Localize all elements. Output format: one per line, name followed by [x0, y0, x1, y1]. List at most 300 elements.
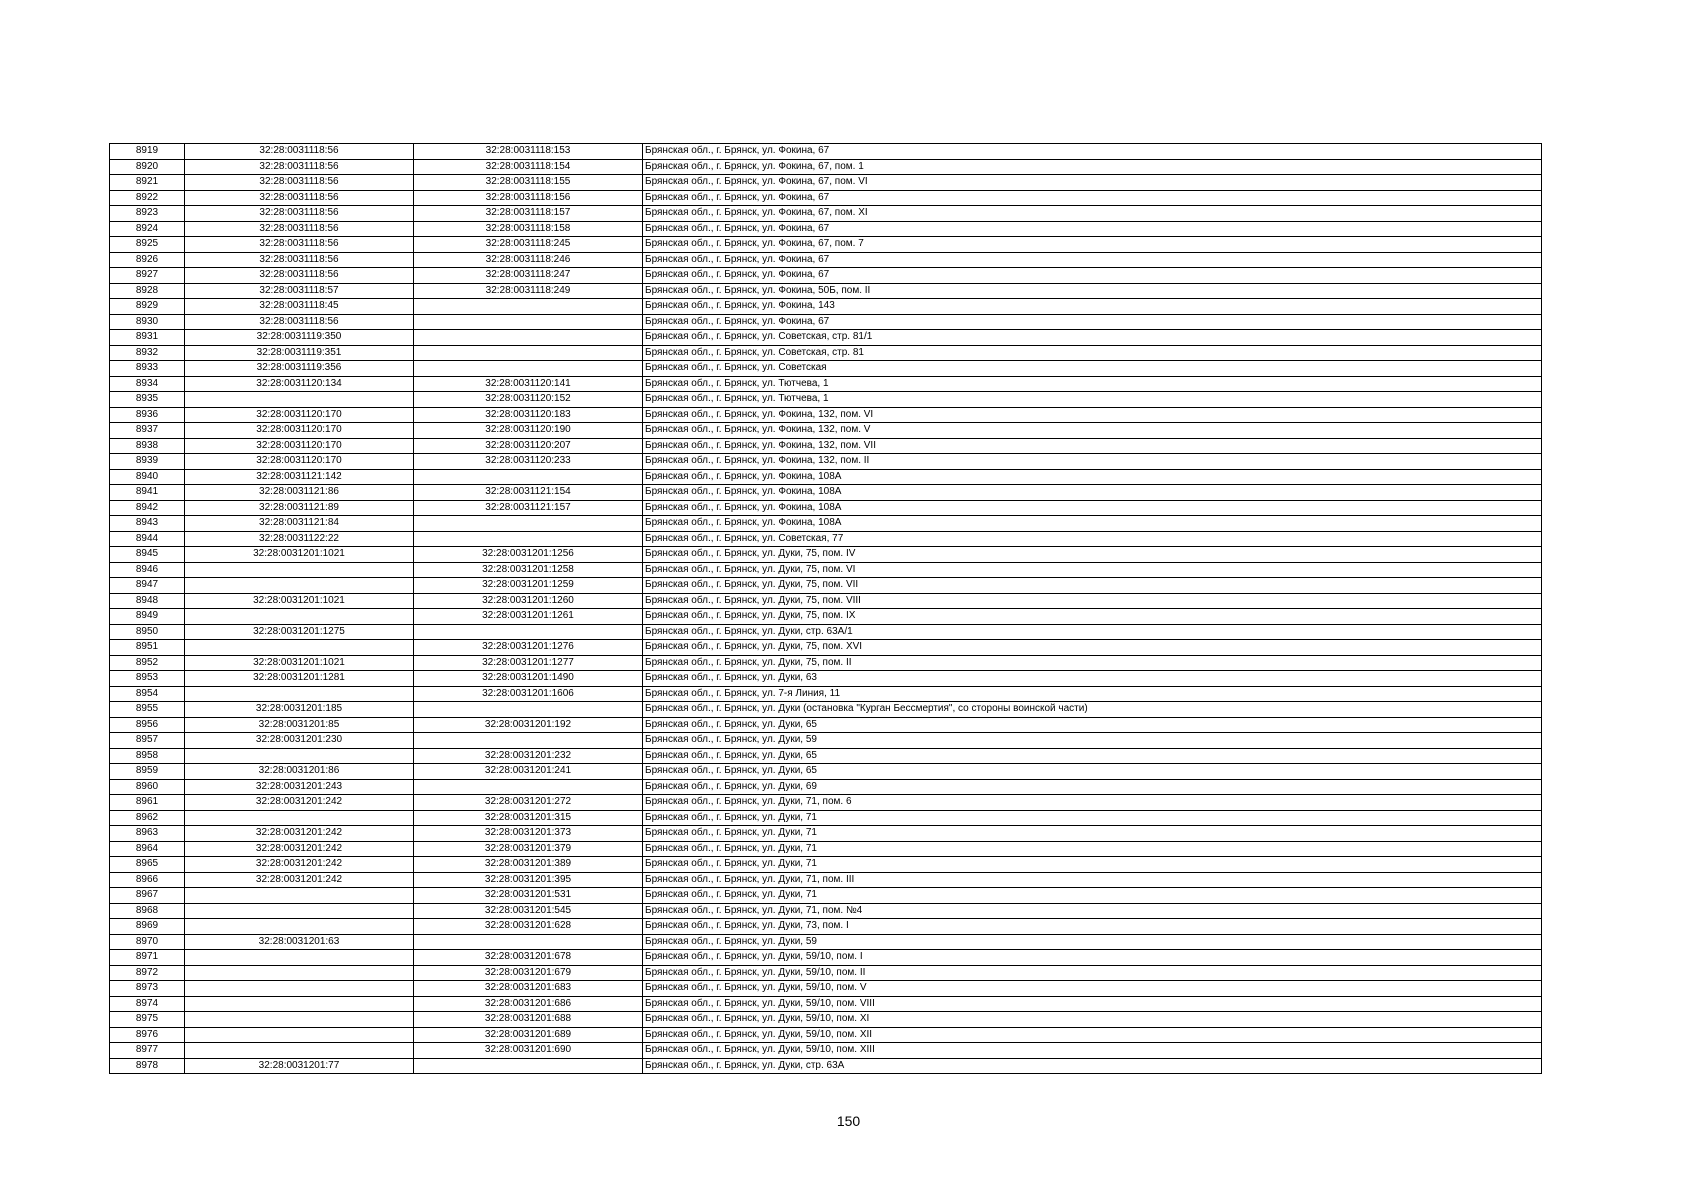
- table-row: [110, 407, 1542, 423]
- address-cell: Брянская обл., г. Брянск, ул. Фокина, 108А: [643, 500, 1542, 516]
- address-cell: Брянская обл., г. Брянск, ул. Дуки, 75, пом. VII: [643, 578, 1542, 594]
- quarter-cadastral-number-cell: 32:28:0031120:134: [185, 376, 414, 392]
- address-cell: Брянская обл., г. Брянск, ул. Дуки, 75, пом. VIII: [643, 593, 1542, 609]
- table-row: [110, 314, 1542, 330]
- quarter-cadastral-number-cell: 32:28:0031201:1021: [185, 655, 414, 671]
- table-row: [110, 655, 1542, 671]
- quarter-cadastral-number-cell: 32:28:0031201:230: [185, 733, 414, 749]
- address-cell: Брянская обл., г. Брянск, ул. Дуки, 59/10, пом. VIII: [643, 996, 1542, 1012]
- object-cadastral-number-cell: 32:28:0031201:545: [414, 903, 643, 919]
- table-row: [110, 795, 1542, 811]
- address-cell: Брянская обл., г. Брянск, ул. Фокина, 50Б, пом. II: [643, 283, 1542, 299]
- table-row: [110, 330, 1542, 346]
- address-cell: Брянская обл., г. Брянск, ул. Дуки, 59/10, пом. I: [643, 950, 1542, 966]
- address-cell: Брянская обл., г. Брянск, ул. Фокина, 67, пом. XI: [643, 206, 1542, 222]
- address-cell: Брянская обл., г. Брянск, ул. Дуки, 71, пом. №4: [643, 903, 1542, 919]
- row-number-cell: 8953: [110, 671, 185, 687]
- quarter-cadastral-number-cell: 32:28:0031201:1021: [185, 593, 414, 609]
- row-number-cell: 8975: [110, 1012, 185, 1028]
- quarter-cadastral-number-cell: 32:28:0031120:170: [185, 438, 414, 454]
- object-cadastral-number-cell: [414, 361, 643, 377]
- table-row: [110, 190, 1542, 206]
- address-cell: Брянская обл., г. Брянск, ул. Дуки, 71: [643, 888, 1542, 904]
- address-cell: Брянская обл., г. Брянск, ул. Тютчева, 1: [643, 392, 1542, 408]
- object-cadastral-number-cell: 32:28:0031201:373: [414, 826, 643, 842]
- quarter-cadastral-number-cell: 32:28:0031121:86: [185, 485, 414, 501]
- table-row: [110, 562, 1542, 578]
- row-number-cell: 8943: [110, 516, 185, 532]
- table-row: [110, 438, 1542, 454]
- table-row: [110, 175, 1542, 191]
- quarter-cadastral-number-cell: [185, 903, 414, 919]
- object-cadastral-number-cell: 32:28:0031201:315: [414, 810, 643, 826]
- object-cadastral-number-cell: [414, 779, 643, 795]
- object-cadastral-number-cell: 32:28:0031201:272: [414, 795, 643, 811]
- table-row: [110, 593, 1542, 609]
- object-cadastral-number-cell: 32:28:0031201:192: [414, 717, 643, 733]
- row-number-cell: 8954: [110, 686, 185, 702]
- quarter-cadastral-number-cell: 32:28:0031118:45: [185, 299, 414, 315]
- row-number-cell: 8964: [110, 841, 185, 857]
- quarter-cadastral-number-cell: 32:28:0031118:56: [185, 268, 414, 284]
- object-cadastral-number-cell: 32:28:0031201:1261: [414, 609, 643, 625]
- table-row: [110, 888, 1542, 904]
- quarter-cadastral-number-cell: 32:28:0031201:1281: [185, 671, 414, 687]
- quarter-cadastral-number-cell: [185, 578, 414, 594]
- address-cell: Брянская обл., г. Брянск, ул. Фокина, 67, пом. VI: [643, 175, 1542, 191]
- table-row: [110, 206, 1542, 222]
- row-number-cell: 8958: [110, 748, 185, 764]
- quarter-cadastral-number-cell: [185, 810, 414, 826]
- address-cell: Брянская обл., г. Брянск, ул. Дуки, 75, пом. IX: [643, 609, 1542, 625]
- row-number-cell: 8928: [110, 283, 185, 299]
- object-cadastral-number-cell: 32:28:0031201:1606: [414, 686, 643, 702]
- object-cadastral-number-cell: 32:28:0031201:679: [414, 965, 643, 981]
- table-row: [110, 826, 1542, 842]
- row-number-cell: 8936: [110, 407, 185, 423]
- row-number-cell: 8970: [110, 934, 185, 950]
- row-number-cell: 8937: [110, 423, 185, 439]
- table-row: [110, 221, 1542, 237]
- quarter-cadastral-number-cell: [185, 748, 414, 764]
- address-cell: Брянская обл., г. Брянск, ул. Фокина, 67: [643, 221, 1542, 237]
- address-cell: Брянская обл., г. Брянск, ул. Дуки, 73, пом. I: [643, 919, 1542, 935]
- table-row: [110, 299, 1542, 315]
- row-number-cell: 8923: [110, 206, 185, 222]
- table-row: [110, 423, 1542, 439]
- quarter-cadastral-number-cell: 32:28:0031120:170: [185, 454, 414, 470]
- address-cell: Брянская обл., г. Брянск, ул. Дуки, 65: [643, 764, 1542, 780]
- table-row: [110, 671, 1542, 687]
- table-row: [110, 624, 1542, 640]
- object-cadastral-number-cell: 32:28:0031201:232: [414, 748, 643, 764]
- object-cadastral-number-cell: 32:28:0031120:207: [414, 438, 643, 454]
- row-number-cell: 8976: [110, 1027, 185, 1043]
- quarter-cadastral-number-cell: [185, 981, 414, 997]
- table-row: [110, 950, 1542, 966]
- quarter-cadastral-number-cell: 32:28:0031201:77: [185, 1058, 414, 1074]
- quarter-cadastral-number-cell: 32:28:0031201:243: [185, 779, 414, 795]
- table-row: [110, 268, 1542, 284]
- object-cadastral-number-cell: 32:28:0031201:389: [414, 857, 643, 873]
- table-row: [110, 965, 1542, 981]
- quarter-cadastral-number-cell: 32:28:0031118:56: [185, 190, 414, 206]
- row-number-cell: 8922: [110, 190, 185, 206]
- address-cell: Брянская обл., г. Брянск, ул. Фокина, 67: [643, 252, 1542, 268]
- quarter-cadastral-number-cell: [185, 888, 414, 904]
- row-number-cell: 8967: [110, 888, 185, 904]
- object-cadastral-number-cell: 32:28:0031201:531: [414, 888, 643, 904]
- table-row: [110, 547, 1542, 563]
- table-row: [110, 733, 1542, 749]
- table-row: [110, 764, 1542, 780]
- address-cell: Брянская обл., г. Брянск, ул. Дуки, 75, пом. XVI: [643, 640, 1542, 656]
- object-cadastral-number-cell: 32:28:0031201:690: [414, 1043, 643, 1059]
- object-cadastral-number-cell: 32:28:0031118:158: [414, 221, 643, 237]
- address-cell: Брянская обл., г. Брянск, ул. Дуки, 75, пом. II: [643, 655, 1542, 671]
- row-number-cell: 8924: [110, 221, 185, 237]
- object-cadastral-number-cell: [414, 702, 643, 718]
- quarter-cadastral-number-cell: 32:28:0031201:63: [185, 934, 414, 950]
- quarter-cadastral-number-cell: 32:28:0031122:22: [185, 531, 414, 547]
- address-cell: Брянская обл., г. Брянск, ул. Советская, стр. 81: [643, 345, 1542, 361]
- address-cell: Брянская обл., г. Брянск, ул. Фокина, 108А: [643, 469, 1542, 485]
- row-number-cell: 8949: [110, 609, 185, 625]
- table-row: [110, 516, 1542, 532]
- address-cell: Брянская обл., г. Брянск, ул. Фокина, 108А: [643, 485, 1542, 501]
- quarter-cadastral-number-cell: [185, 686, 414, 702]
- address-cell: Брянская обл., г. Брянск, ул. Дуки, 59: [643, 934, 1542, 950]
- row-number-cell: 8940: [110, 469, 185, 485]
- quarter-cadastral-number-cell: 32:28:0031119:351: [185, 345, 414, 361]
- table-row: [110, 857, 1542, 873]
- object-cadastral-number-cell: 32:28:0031201:1258: [414, 562, 643, 578]
- address-cell: Брянская обл., г. Брянск, ул. Дуки, 75, пом. VI: [643, 562, 1542, 578]
- table-row: [110, 1027, 1542, 1043]
- quarter-cadastral-number-cell: 32:28:0031118:57: [185, 283, 414, 299]
- address-cell: Брянская обл., г. Брянск, ул. Фокина, 132, пом. II: [643, 454, 1542, 470]
- object-cadastral-number-cell: 32:28:0031201:686: [414, 996, 643, 1012]
- object-cadastral-number-cell: [414, 531, 643, 547]
- address-cell: Брянская обл., г. Брянск, ул. Советская: [643, 361, 1542, 377]
- row-number-cell: 8950: [110, 624, 185, 640]
- table-row: [110, 609, 1542, 625]
- object-cadastral-number-cell: [414, 314, 643, 330]
- quarter-cadastral-number-cell: [185, 965, 414, 981]
- table-row: [110, 252, 1542, 268]
- object-cadastral-number-cell: 32:28:0031201:1259: [414, 578, 643, 594]
- address-cell: Брянская обл., г. Брянск, ул. Дуки, 71: [643, 857, 1542, 873]
- quarter-cadastral-number-cell: 32:28:0031119:350: [185, 330, 414, 346]
- table-row: [110, 981, 1542, 997]
- object-cadastral-number-cell: 32:28:0031118:249: [414, 283, 643, 299]
- object-cadastral-number-cell: 32:28:0031201:1260: [414, 593, 643, 609]
- object-cadastral-number-cell: 32:28:0031120:141: [414, 376, 643, 392]
- row-number-cell: 8974: [110, 996, 185, 1012]
- quarter-cadastral-number-cell: 32:28:0031118:56: [185, 175, 414, 191]
- address-cell: Брянская обл., г. Брянск, ул. Фокина, 143: [643, 299, 1542, 315]
- quarter-cadastral-number-cell: 32:28:0031118:56: [185, 252, 414, 268]
- row-number-cell: 8931: [110, 330, 185, 346]
- row-number-cell: 8952: [110, 655, 185, 671]
- quarter-cadastral-number-cell: 32:28:0031201:242: [185, 826, 414, 842]
- quarter-cadastral-number-cell: 32:28:0031201:242: [185, 857, 414, 873]
- page-number: 150: [836, 1113, 861, 1129]
- object-cadastral-number-cell: 32:28:0031120:152: [414, 392, 643, 408]
- address-cell: Брянская обл., г. Брянск, ул. Дуки, 65: [643, 748, 1542, 764]
- registry-table: [109, 143, 1542, 1074]
- address-cell: Брянская обл., г. Брянск, ул. Фокина, 67: [643, 268, 1542, 284]
- table-row: [110, 237, 1542, 253]
- quarter-cadastral-number-cell: 32:28:0031201:1275: [185, 624, 414, 640]
- row-number-cell: 8930: [110, 314, 185, 330]
- object-cadastral-number-cell: 32:28:0031201:688: [414, 1012, 643, 1028]
- quarter-cadastral-number-cell: [185, 392, 414, 408]
- address-cell: Брянская обл., г. Брянск, ул. Дуки, 59: [643, 733, 1542, 749]
- object-cadastral-number-cell: 32:28:0031118:157: [414, 206, 643, 222]
- address-cell: Брянская обл., г. Брянск, ул. 7-я Линия, 11: [643, 686, 1542, 702]
- address-cell: Брянская обл., г. Брянск, ул. Дуки, 71, пом. 6: [643, 795, 1542, 811]
- table-row: [110, 903, 1542, 919]
- object-cadastral-number-cell: [414, 299, 643, 315]
- table-row: [110, 934, 1542, 950]
- object-cadastral-number-cell: 32:28:0031118:153: [414, 144, 643, 160]
- table-row: [110, 376, 1542, 392]
- row-number-cell: 8920: [110, 159, 185, 175]
- quarter-cadastral-number-cell: 32:28:0031118:56: [185, 221, 414, 237]
- table-row: [110, 531, 1542, 547]
- object-cadastral-number-cell: [414, 330, 643, 346]
- object-cadastral-number-cell: 32:28:0031120:183: [414, 407, 643, 423]
- quarter-cadastral-number-cell: 32:28:0031201:1021: [185, 547, 414, 563]
- row-number-cell: 8968: [110, 903, 185, 919]
- row-number-cell: 8973: [110, 981, 185, 997]
- object-cadastral-number-cell: 32:28:0031118:247: [414, 268, 643, 284]
- row-number-cell: 8951: [110, 640, 185, 656]
- row-number-cell: 8956: [110, 717, 185, 733]
- row-number-cell: 8955: [110, 702, 185, 718]
- address-cell: Брянская обл., г. Брянск, ул. Дуки, стр. 63А/1: [643, 624, 1542, 640]
- table-row: [110, 500, 1542, 516]
- quarter-cadastral-number-cell: [185, 562, 414, 578]
- table-row: [110, 919, 1542, 935]
- address-cell: Брянская обл., г. Брянск, ул. Фокина, 132, пом. VII: [643, 438, 1542, 454]
- address-cell: Брянская обл., г. Брянск, ул. Дуки, 59/10, пом. XIII: [643, 1043, 1542, 1059]
- object-cadastral-number-cell: 32:28:0031118:246: [414, 252, 643, 268]
- address-cell: Брянская обл., г. Брянск, ул. Дуки, 71: [643, 810, 1542, 826]
- object-cadastral-number-cell: [414, 516, 643, 532]
- address-cell: Брянская обл., г. Брянск, ул. Дуки, 59/10, пом. II: [643, 965, 1542, 981]
- address-cell: Брянская обл., г. Брянск, ул. Дуки, 65: [643, 717, 1542, 733]
- row-number-cell: 8933: [110, 361, 185, 377]
- object-cadastral-number-cell: [414, 934, 643, 950]
- row-number-cell: 8963: [110, 826, 185, 842]
- object-cadastral-number-cell: 32:28:0031118:155: [414, 175, 643, 191]
- object-cadastral-number-cell: 32:28:0031201:241: [414, 764, 643, 780]
- row-number-cell: 8962: [110, 810, 185, 826]
- object-cadastral-number-cell: 32:28:0031118:154: [414, 159, 643, 175]
- object-cadastral-number-cell: 32:28:0031201:1277: [414, 655, 643, 671]
- row-number-cell: 8977: [110, 1043, 185, 1059]
- table-row: [110, 717, 1542, 733]
- address-cell: Брянская обл., г. Брянск, ул. Дуки, 59/10, пом. XII: [643, 1027, 1542, 1043]
- quarter-cadastral-number-cell: 32:28:0031201:242: [185, 872, 414, 888]
- table-row: [110, 392, 1542, 408]
- object-cadastral-number-cell: 32:28:0031201:678: [414, 950, 643, 966]
- object-cadastral-number-cell: [414, 1058, 643, 1074]
- table-row: [110, 578, 1542, 594]
- quarter-cadastral-number-cell: 32:28:0031120:170: [185, 407, 414, 423]
- object-cadastral-number-cell: 32:28:0031121:157: [414, 500, 643, 516]
- quarter-cadastral-number-cell: [185, 1012, 414, 1028]
- row-number-cell: 8947: [110, 578, 185, 594]
- row-number-cell: 8978: [110, 1058, 185, 1074]
- object-cadastral-number-cell: 32:28:0031121:154: [414, 485, 643, 501]
- row-number-cell: 8946: [110, 562, 185, 578]
- row-number-cell: 8945: [110, 547, 185, 563]
- quarter-cadastral-number-cell: [185, 1043, 414, 1059]
- object-cadastral-number-cell: 32:28:0031120:233: [414, 454, 643, 470]
- object-cadastral-number-cell: 32:28:0031201:379: [414, 841, 643, 857]
- row-number-cell: 8972: [110, 965, 185, 981]
- row-number-cell: 8932: [110, 345, 185, 361]
- object-cadastral-number-cell: 32:28:0031118:156: [414, 190, 643, 206]
- registry-table-body: [110, 144, 1542, 1074]
- address-cell: Брянская обл., г. Брянск, ул. Фокина, 67, пом. 7: [643, 237, 1542, 253]
- row-number-cell: 8969: [110, 919, 185, 935]
- table-row: [110, 640, 1542, 656]
- object-cadastral-number-cell: 32:28:0031201:1490: [414, 671, 643, 687]
- row-number-cell: 8960: [110, 779, 185, 795]
- row-number-cell: 8934: [110, 376, 185, 392]
- table-row: [110, 1012, 1542, 1028]
- row-number-cell: 8919: [110, 144, 185, 160]
- table-row: [110, 841, 1542, 857]
- row-number-cell: 8957: [110, 733, 185, 749]
- address-cell: Брянская обл., г. Брянск, ул. Дуки, 59/10, пом. XI: [643, 1012, 1542, 1028]
- object-cadastral-number-cell: 32:28:0031120:190: [414, 423, 643, 439]
- quarter-cadastral-number-cell: 32:28:0031118:56: [185, 159, 414, 175]
- object-cadastral-number-cell: 32:28:0031201:1276: [414, 640, 643, 656]
- object-cadastral-number-cell: 32:28:0031201:1256: [414, 547, 643, 563]
- quarter-cadastral-number-cell: 32:28:0031121:142: [185, 469, 414, 485]
- row-number-cell: 8939: [110, 454, 185, 470]
- quarter-cadastral-number-cell: 32:28:0031118:56: [185, 314, 414, 330]
- quarter-cadastral-number-cell: [185, 950, 414, 966]
- table-row: [110, 1058, 1542, 1074]
- quarter-cadastral-number-cell: [185, 640, 414, 656]
- address-cell: Брянская обл., г. Брянск, ул. Дуки, 69: [643, 779, 1542, 795]
- table-row: [110, 1043, 1542, 1059]
- row-number-cell: 8941: [110, 485, 185, 501]
- quarter-cadastral-number-cell: 32:28:0031121:89: [185, 500, 414, 516]
- table-row: [110, 144, 1542, 160]
- quarter-cadastral-number-cell: 32:28:0031121:84: [185, 516, 414, 532]
- table-row: [110, 485, 1542, 501]
- row-number-cell: 8942: [110, 500, 185, 516]
- table-row: [110, 779, 1542, 795]
- address-cell: Брянская обл., г. Брянск, ул. Дуки, 71: [643, 826, 1542, 842]
- table-row: [110, 996, 1542, 1012]
- row-number-cell: 8927: [110, 268, 185, 284]
- quarter-cadastral-number-cell: 32:28:0031118:56: [185, 206, 414, 222]
- address-cell: Брянская обл., г. Брянск, ул. Фокина, 67: [643, 190, 1542, 206]
- table-row: [110, 283, 1542, 299]
- object-cadastral-number-cell: 32:28:0031118:245: [414, 237, 643, 253]
- address-cell: Брянская обл., г. Брянск, ул. Советская, 77: [643, 531, 1542, 547]
- address-cell: Брянская обл., г. Брянск, ул. Дуки, 75, пом. IV: [643, 547, 1542, 563]
- quarter-cadastral-number-cell: [185, 609, 414, 625]
- quarter-cadastral-number-cell: 32:28:0031118:56: [185, 144, 414, 160]
- address-cell: Брянская обл., г. Брянск, ул. Дуки, 59/10, пом. V: [643, 981, 1542, 997]
- address-cell: Брянская обл., г. Брянск, ул. Дуки (остановка "Курган Бессмертия", со стороны воинской части): [643, 702, 1542, 718]
- object-cadastral-number-cell: [414, 624, 643, 640]
- table-row: [110, 748, 1542, 764]
- address-cell: Брянская обл., г. Брянск, ул. Фокина, 132, пом. VI: [643, 407, 1542, 423]
- address-cell: Брянская обл., г. Брянск, ул. Дуки, 63: [643, 671, 1542, 687]
- address-cell: Брянская обл., г. Брянск, ул. Дуки, 71: [643, 841, 1542, 857]
- row-number-cell: 8938: [110, 438, 185, 454]
- row-number-cell: 8935: [110, 392, 185, 408]
- quarter-cadastral-number-cell: 32:28:0031201:86: [185, 764, 414, 780]
- quarter-cadastral-number-cell: [185, 996, 414, 1012]
- object-cadastral-number-cell: 32:28:0031201:683: [414, 981, 643, 997]
- object-cadastral-number-cell: [414, 345, 643, 361]
- table-row: [110, 686, 1542, 702]
- quarter-cadastral-number-cell: 32:28:0031119:356: [185, 361, 414, 377]
- row-number-cell: 8948: [110, 593, 185, 609]
- object-cadastral-number-cell: 32:28:0031201:628: [414, 919, 643, 935]
- quarter-cadastral-number-cell: [185, 919, 414, 935]
- row-number-cell: 8929: [110, 299, 185, 315]
- row-number-cell: 8944: [110, 531, 185, 547]
- table-row: [110, 469, 1542, 485]
- table-row: [110, 872, 1542, 888]
- table-row: [110, 454, 1542, 470]
- object-cadastral-number-cell: 32:28:0031201:395: [414, 872, 643, 888]
- row-number-cell: 8966: [110, 872, 185, 888]
- table-row: [110, 702, 1542, 718]
- row-number-cell: 8959: [110, 764, 185, 780]
- table-row: [110, 810, 1542, 826]
- row-number-cell: 8925: [110, 237, 185, 253]
- row-number-cell: 8921: [110, 175, 185, 191]
- quarter-cadastral-number-cell: 32:28:0031201:242: [185, 795, 414, 811]
- quarter-cadastral-number-cell: 32:28:0031118:56: [185, 237, 414, 253]
- address-cell: Брянская обл., г. Брянск, ул. Фокина, 67, пом. 1: [643, 159, 1542, 175]
- quarter-cadastral-number-cell: 32:28:0031201:185: [185, 702, 414, 718]
- address-cell: Брянская обл., г. Брянск, ул. Дуки, стр. 63А: [643, 1058, 1542, 1074]
- quarter-cadastral-number-cell: 32:28:0031201:85: [185, 717, 414, 733]
- row-number-cell: 8926: [110, 252, 185, 268]
- address-cell: Брянская обл., г. Брянск, ул. Тютчева, 1: [643, 376, 1542, 392]
- address-cell: Брянская обл., г. Брянск, ул. Фокина, 108А: [643, 516, 1542, 532]
- row-number-cell: 8965: [110, 857, 185, 873]
- object-cadastral-number-cell: [414, 733, 643, 749]
- address-cell: Брянская обл., г. Брянск, ул. Дуки, 71, пом. III: [643, 872, 1542, 888]
- table-row: [110, 159, 1542, 175]
- object-cadastral-number-cell: 32:28:0031201:689: [414, 1027, 643, 1043]
- address-cell: Брянская обл., г. Брянск, ул. Фокина, 67: [643, 144, 1542, 160]
- address-cell: Брянская обл., г. Брянск, ул. Фокина, 132, пом. V: [643, 423, 1542, 439]
- table-row: [110, 345, 1542, 361]
- quarter-cadastral-number-cell: 32:28:0031201:242: [185, 841, 414, 857]
- row-number-cell: 8971: [110, 950, 185, 966]
- table-row: [110, 361, 1542, 377]
- quarter-cadastral-number-cell: 32:28:0031120:170: [185, 423, 414, 439]
- row-number-cell: 8961: [110, 795, 185, 811]
- object-cadastral-number-cell: [414, 469, 643, 485]
